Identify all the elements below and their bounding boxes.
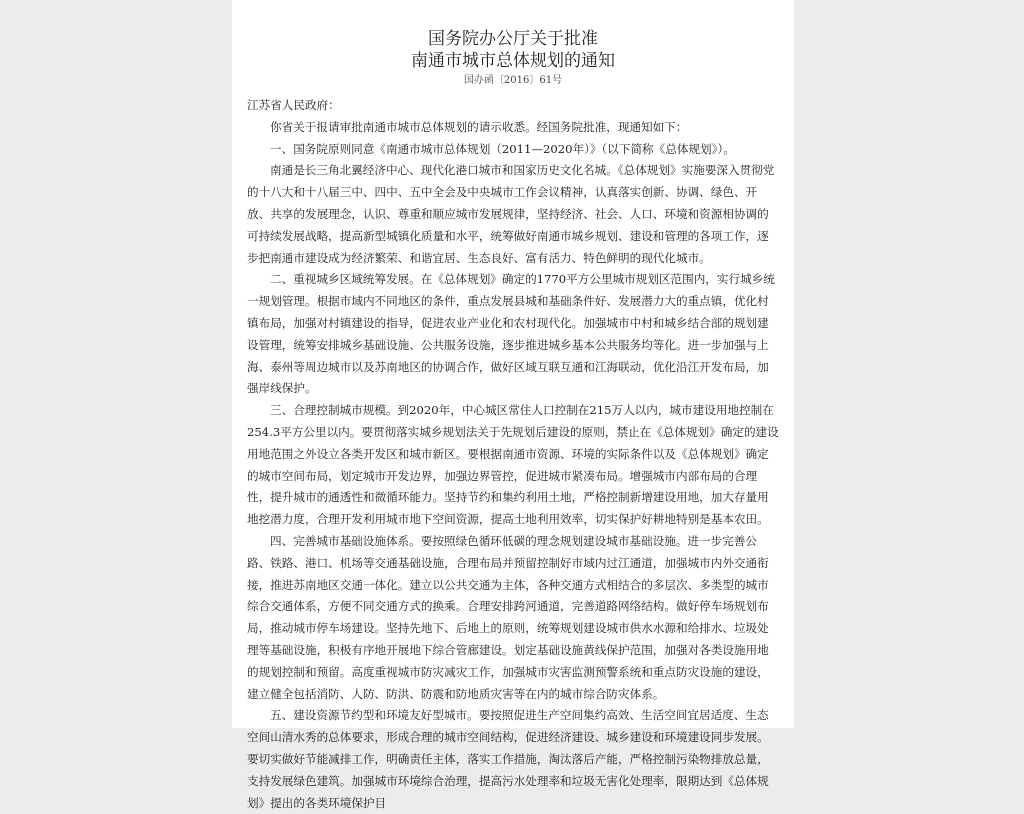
document-title-line-1: 国务院办公厅关于批准 xyxy=(428,29,598,49)
document-title-line-2: 南通市城市总体规划的通知 xyxy=(411,51,615,71)
document-number: 国办函〔2016〕61号 xyxy=(463,75,563,86)
paragraph: 三、合理控制城市规模。到2020年，中心城区常住人口控制在215万人以内，城市建设用地控制在254.3平方公里以内。要贯彻落实城乡规划法关于先规划后建设的原则，禁止在《总体规划》确定的建设用地范围之外设立各类开发区和城市新区。要根据南通市资源、环境的实际条件以及《总体规划》确定的城市空间布局，划定城市开发边界，加强边界管控，促进城市紧凑布局。增强城市内部布局的合理性，提升城市的通透性和微循环能力。坚持节约和集约利用土地，严格控制新增建设用地，加大存量用地挖潜力度，合理开发利用城市地下空间资源，提高土地利用效率，切实保护好耕地特别是基本农田。 xyxy=(247,403,779,527)
paragraph: 五、建设资源节约型和环境友好型城市。要按照促进生产空间集约高效、生活空间宜居适度、生态空间山清水秀的总体要求，形成合理的城市空间结构，促进经济建设、城乡建设和环境建设同步发展。要切实做好节能减排工作，明确责任主体，落实工作措施，淘汰落后产能，严格控制污染物排放总量，支持发展绿色建筑。加强城市环境综合治理，提高污水处理率和垃圾无害化处理率，限期达到《总体规划》提出的各类环境保护目 xyxy=(247,708,769,810)
paragraph: 一、国务院原则同意《南通市城市总体规划（2011—2020年）》（以下简称《总体规划》）。 xyxy=(270,141,735,156)
document-page xyxy=(232,0,794,810)
paragraph: 你省关于报请审批南通市城市总体规划的请示收悉。经国务院批准，现通知如下： xyxy=(270,119,688,134)
document-body xyxy=(247,95,779,814)
addressee: 江苏省人民政府： xyxy=(247,98,340,112)
paragraph: 二、重视城乡区域统筹发展。在《总体规划》确定的1770平方公里城市规划区范围内，实行城乡统一规划管理。根据市域内不同地区的条件，重点发展县城和基础条件好、发展潜力大的重点镇，优化村镇布局，加强对村镇建设的指导，促进农业产业化和农村现代化。加强城市中村和城乡结合部的规划建设管理，统筹安排城乡基础设施、公共服务设施，逐步推进城乡基本公共服务均等化。进一步加强与上海、泰州等周边城市以及苏南地区的协调合作，做好区域互联互通和江海联动，优化沿江开发布局，加强岸线保护。 xyxy=(247,272,775,396)
paragraph: 南通是长三角北翼经济中心、现代化港口城市和国家历史文化名城。《总体规划》实施要深入贯彻党的十八大和十八届三中、四中、五中全会及中央城市工作会议精神，认真落实创新、协调、绿色、开放、共享的发展理念，认识、尊重和顺应城市发展规律，坚持经济、社会、人口、环境和资源相协调的可持续发展战略，提高新型城镇化质量和水平，统筹做好南通市城乡规划、建设和管理的各项工作，逐步把南通市建设成为经济繁荣、和谐宜居、生态良好、富有活力、特色鲜明的现代化城市。 xyxy=(247,163,775,265)
paragraph: 四、完善城市基础设施体系。要按照绿色循环低碳的理念规划建设城市基础设施。进一步完善公路、铁路、港口、机场等交通基础设施，合理布局并预留控制好市域内过江通道，加强城市内外交通衔接，推进苏南地区交通一体化。建立以公共交通为主体，各种交通方式相结合的多层次、多类型的城市综合交通体系，方便不同交通方式的换乘。合理安排跨河通道，完善道路网络结构。做好停车场规划布局，推动城市停车场建设。坚持先地下、后地上的原则，统筹规划建设城市供水水源和给排水、垃圾处理等基础设施，积极有序地开展地下综合管廊建设。划定基础设施黄线保护范围，加强对各类设施用地的规划控制和预留。高度重视城市防灾减灾工作，加强城市灾害监测预警系统和重点防灾设施的建设，建立健全包括消防、人防、防洪、防震和防地质灾害等在内的城市综合防灾体系。 xyxy=(247,533,769,701)
